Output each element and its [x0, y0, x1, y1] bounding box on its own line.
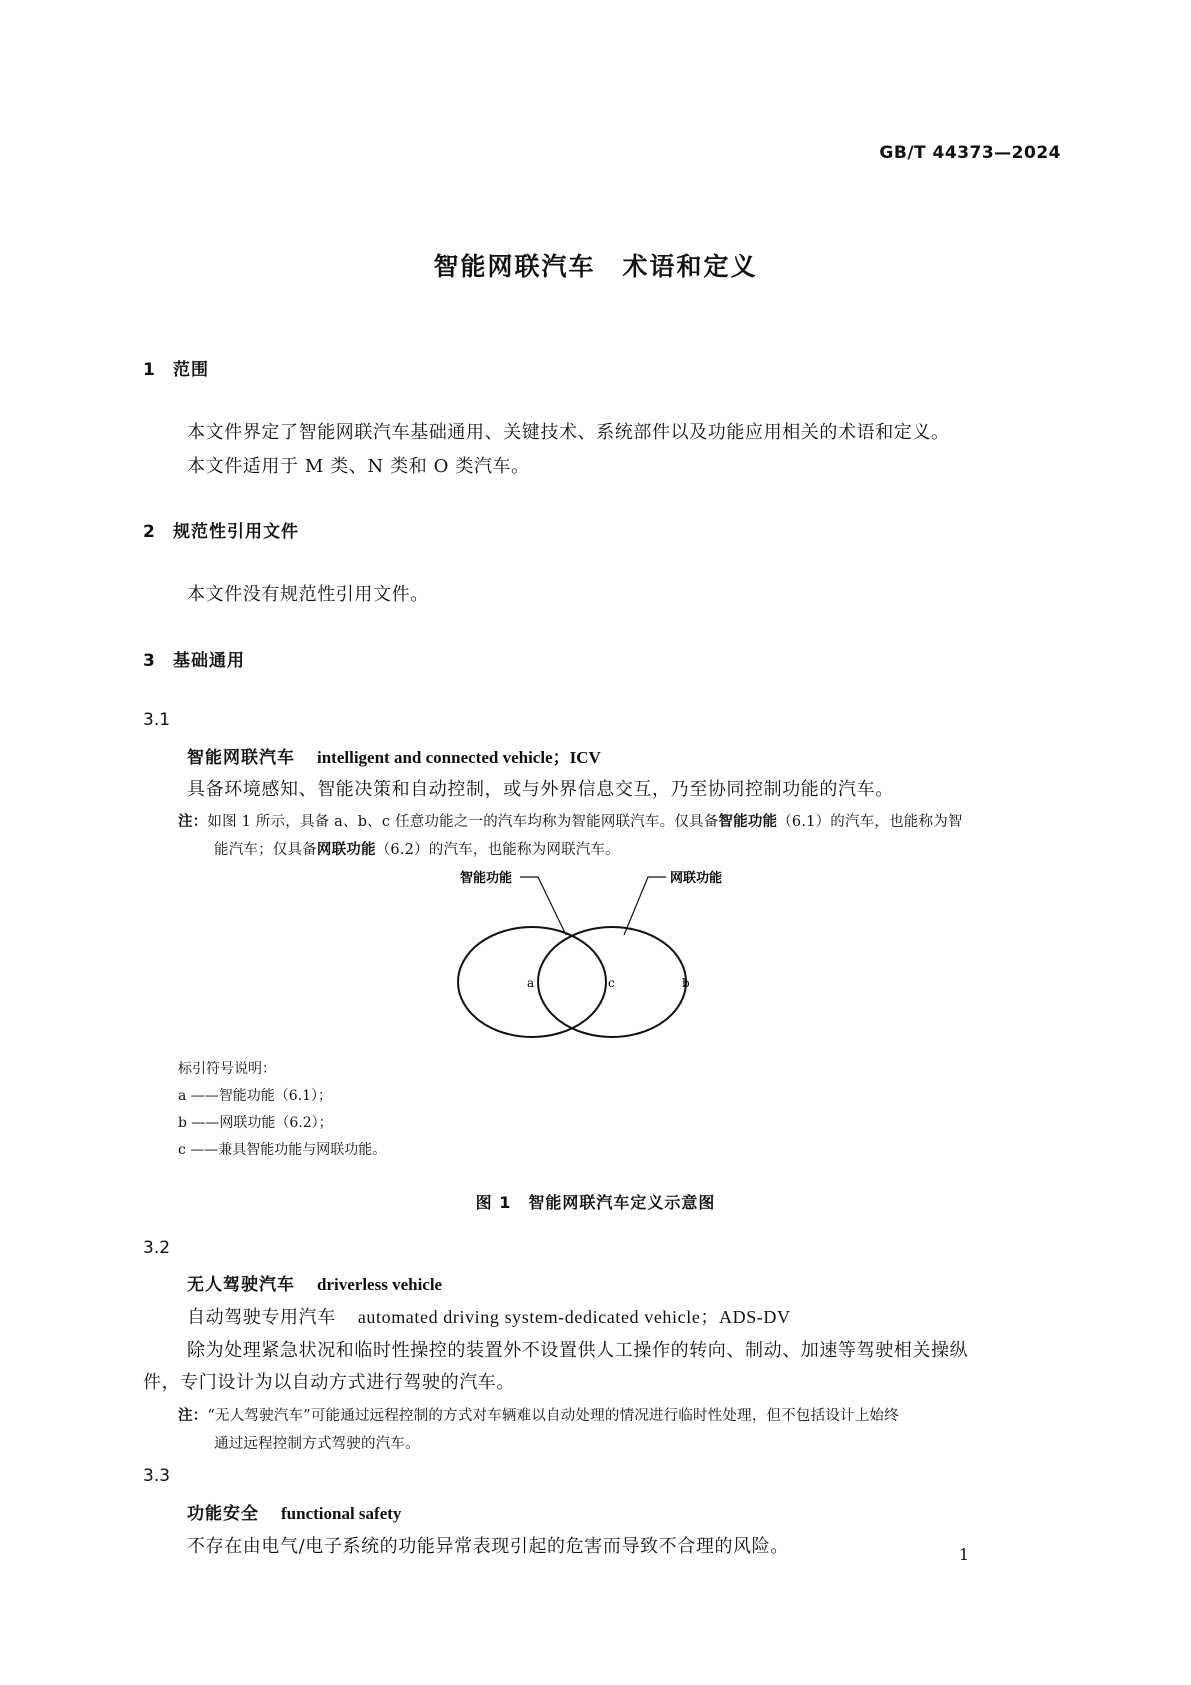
standard-code: GB/T 44373—2024 [879, 143, 1061, 163]
label-connected: 网联功能 [670, 871, 723, 886]
term-en: intelligent and connected vehicle；ICV [317, 748, 601, 767]
leader-line-right [624, 877, 666, 935]
term-en: functional safety [281, 1504, 402, 1523]
legend-item-a: a ——智能功能（6.1）； [178, 1088, 333, 1104]
section-3-heading [143, 646, 245, 671]
clause-3-1-note-line-1: 注：如图 1 所示，具备 a、b、c 任意功能之一的汽车均称为智能网联汽车。仅具备智能功能（6.1）的汽车，也能称为智 [178, 814, 963, 830]
legend-title: 标引符号说明： [178, 1061, 276, 1077]
figure-caption: 图 1 智能网联汽车定义示意图 [475, 1193, 716, 1212]
term-zh: 功能安全 [187, 1504, 259, 1524]
section-1-number: 1 [143, 360, 156, 380]
normative-references-paragraph: 本文件没有规范性引用文件。 [187, 584, 429, 605]
venn-diagram [440, 860, 760, 1060]
clause-3-2-admitted-term: 自动驾驶专用汽车 automated driving system-dedicated vehicle；ADS-DV [187, 1307, 791, 1328]
term-zh: 无人驾驶汽车 [187, 1275, 295, 1295]
clause-3-1-note-line-2: 能汽车；仅具备网联功能（6.2）的汽车，也能称为网联汽车。 [214, 842, 620, 858]
scope-paragraph-2: 本文件适用于 M 类、N 类和 O 类汽车。 [187, 456, 530, 477]
term-en: driverless vehicle [317, 1275, 443, 1294]
region-c-label: c [608, 976, 615, 990]
term-zh: 智能网联汽车 [187, 748, 295, 768]
scope-paragraph-1: 本文件界定了智能网联汽车基础通用、关键技术、系统部件以及功能应用相关的术语和定义。 [187, 422, 950, 443]
clause-3-2-note-line-2: 通过远程控制方式驾驶的汽车。 [214, 1436, 420, 1452]
section-2-title: 规范性引用文件 [173, 522, 299, 542]
label-intelligent: 智能功能 [460, 871, 513, 886]
clause-3-1-definition: 具备环境感知、智能决策和自动控制，或与外界信息交互，乃至协同控制功能的汽车。 [187, 779, 894, 800]
document-title: 智能网联汽车 术语和定义 [433, 252, 758, 281]
section-1-title: 范围 [173, 360, 209, 380]
clause-3-3-definition: 不存在由电气/电子系统的功能异常表现引起的危害而导致不合理的风险。 [187, 1536, 789, 1557]
section-3-title: 基础通用 [173, 651, 245, 671]
section-2-number: 2 [143, 522, 156, 542]
clause-3-2-note-line-1: 注：“无人驾驶汽车”可能通过远程控制的方式对车辆难以自动处理的情况进行临时性处理，但不包括设计上始终 [178, 1408, 899, 1424]
section-2-heading [143, 517, 299, 542]
section-1-heading [143, 355, 209, 380]
clause-3-2-term [187, 1270, 442, 1295]
legend-item-b: b ——网联功能（6.2）； [178, 1115, 333, 1131]
region-b-label: b [682, 976, 690, 990]
note-label: 注： [178, 1408, 208, 1424]
section-3-number: 3 [143, 651, 156, 671]
clause-3-1-number: 3.1 [143, 710, 171, 730]
clause-3-3-number: 3.3 [143, 1466, 171, 1486]
clause-3-2-definition-line-1: 除为处理紧急状况和临时性操控的装置外不设置供人工操作的转向、制动、加速等驾驶相关操纵 [187, 1340, 969, 1361]
region-a-label: a [527, 976, 535, 990]
page-number: 1 [958, 1545, 969, 1564]
term-reference: 智能功能 [718, 814, 778, 830]
clause-3-2-number: 3.2 [143, 1238, 171, 1258]
clause-3-2-definition-line-2: 件，专门设计为以自动方式进行驾驶的汽车。 [143, 1372, 515, 1393]
term-reference: 网联功能 [316, 842, 376, 858]
legend-item-c: c ——兼具智能功能与网联功能。 [178, 1142, 387, 1158]
note-label: 注： [178, 814, 208, 830]
clause-3-3-term [187, 1499, 401, 1524]
clause-3-1-term [187, 743, 601, 768]
